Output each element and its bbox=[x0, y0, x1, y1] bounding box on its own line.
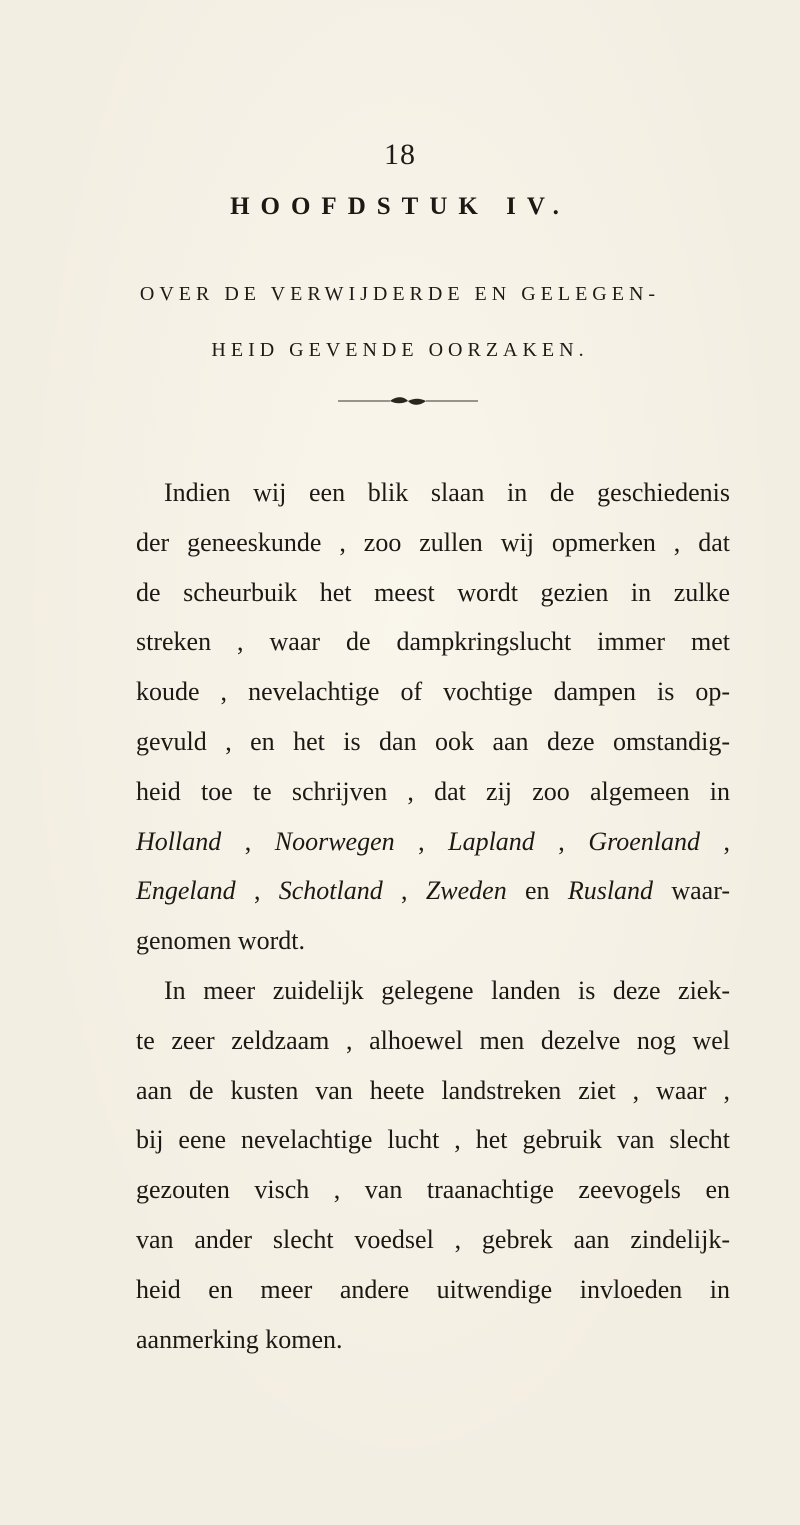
paragraph-1-line: streken , waar de dampkringslucht immer met bbox=[136, 627, 730, 657]
decorative-rule-ornament bbox=[338, 395, 478, 407]
separator: , bbox=[382, 876, 426, 906]
paragraph-2-line: te zeer zeldzaam , alhoewel men dezelve nog wel bbox=[136, 1025, 730, 1055]
paragraph-1-line: Indien wij een blik slaan in de geschiedenis bbox=[164, 478, 730, 507]
separator: , bbox=[534, 826, 589, 856]
separator: , bbox=[221, 826, 275, 856]
paragraph-1-line: genomen wordt. bbox=[136, 926, 305, 956]
paragraph-1-line: de scheurbuik het meest wordt gezien in zulke bbox=[136, 577, 730, 607]
separator: , bbox=[700, 826, 731, 856]
conjunction: en bbox=[506, 876, 568, 906]
paragraph-1-line-countries bbox=[136, 817, 730, 867]
place-name: Groenland bbox=[588, 826, 701, 856]
place-name: Engeland bbox=[136, 876, 236, 906]
line-end: waar- bbox=[653, 876, 731, 906]
place-name: Schotland bbox=[278, 876, 383, 906]
separator: , bbox=[394, 826, 449, 856]
paragraph-2-line: van ander slecht voedsel , gebrek aan zindelijk- bbox=[136, 1224, 730, 1254]
place-name: Zweden bbox=[425, 876, 507, 906]
subheading-line-2: HEID GEVENDE OORZAKEN. bbox=[211, 339, 589, 361]
paragraph-2-line: gezouten visch , van traanachtige zeevogels en bbox=[136, 1175, 730, 1205]
paragraph-2-line: aanmerking komen. bbox=[136, 1324, 343, 1354]
body-text bbox=[136, 468, 730, 1364]
paragraph-1-line: koude , nevelachtige of vochtige dampen is op- bbox=[136, 677, 730, 707]
separator: , bbox=[235, 876, 279, 906]
paragraph-2-line: bij eene nevelachtige lucht , het gebruik van slecht bbox=[136, 1125, 730, 1155]
place-name: Rusland bbox=[567, 876, 654, 906]
page-number: 18 bbox=[384, 138, 416, 171]
subheading-line-1: OVER DE VERWIJDERDE EN GELEGEN- bbox=[139, 283, 661, 305]
place-name: Noorwegen bbox=[274, 826, 395, 856]
chapter-heading: HOOFDSTUK IV. bbox=[230, 193, 570, 220]
paragraph-1-line: heid toe te schrijven , dat zij zoo algemeen in bbox=[136, 776, 730, 806]
paragraph-1-line: der geneeskunde , zoo zullen wij opmerken , dat bbox=[136, 527, 730, 557]
paragraph-2-line: heid en meer andere uitwendige invloeden in bbox=[136, 1274, 730, 1304]
paragraph-2-line: aan de kusten van heete landstreken ziet , waar , bbox=[136, 1075, 730, 1105]
paragraph-2-line: In meer zuidelijk gelegene landen is deze ziek- bbox=[164, 975, 730, 1005]
paragraph-1-line: gevuld , en het is dan ook aan deze omstandig- bbox=[136, 726, 730, 756]
place-name: Holland bbox=[136, 826, 222, 856]
place-name: Lapland bbox=[448, 826, 535, 856]
paragraph-1-line-countries bbox=[136, 866, 730, 916]
